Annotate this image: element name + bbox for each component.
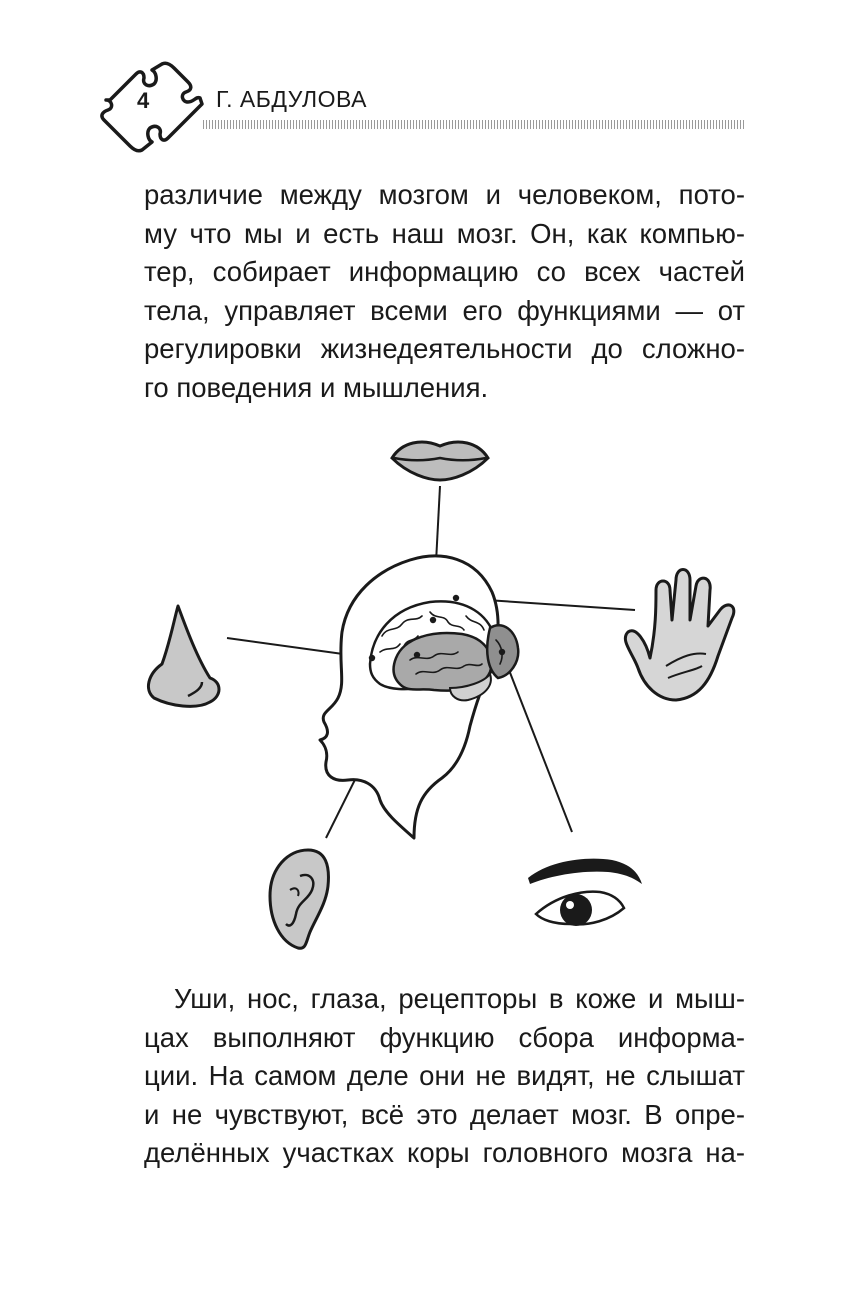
senses-brain-illustration bbox=[130, 420, 750, 960]
text-line: различие между мозгом и человеком, пото- bbox=[144, 179, 745, 210]
body-paragraph-1 bbox=[144, 176, 745, 407]
running-head-author: Г. АБДУЛОВА bbox=[216, 86, 367, 112]
body-paragraph-2 bbox=[144, 980, 745, 1173]
text-line: му что мы и есть наш мозг. Он, как компью- bbox=[144, 217, 745, 249]
hand-icon bbox=[625, 570, 733, 701]
page-header bbox=[0, 0, 844, 160]
lips-icon bbox=[392, 442, 488, 480]
eye-icon bbox=[528, 859, 642, 926]
head-brain-icon bbox=[320, 556, 518, 838]
header-rule bbox=[203, 120, 745, 129]
text-line: и не чувствуют, всё это делает мозг. В опре- bbox=[144, 1098, 745, 1130]
text-line: Уши, нос, глаза, рецепторы в коже и мыш- bbox=[174, 983, 745, 1014]
text-line: тер, собирает информацию со всех частей bbox=[144, 256, 745, 287]
ear-icon bbox=[270, 850, 328, 948]
puzzle-piece-icon bbox=[96, 60, 206, 156]
text-line: го поведения и мышления. bbox=[144, 371, 489, 403]
text-line: регулировки жизнедеятельности до сложно- bbox=[144, 333, 745, 364]
page-number: 4 bbox=[137, 88, 150, 113]
text-line: ции. На самом деле они не видят, не слышат bbox=[144, 1060, 745, 1091]
text-line: цах выполняют функцию сбора информа- bbox=[144, 1021, 745, 1053]
text-line: тела, управляет всеми его функциями — от bbox=[144, 294, 745, 326]
text-line: делённых участках коры головного мозга на- bbox=[144, 1137, 745, 1168]
nose-icon bbox=[148, 606, 219, 706]
